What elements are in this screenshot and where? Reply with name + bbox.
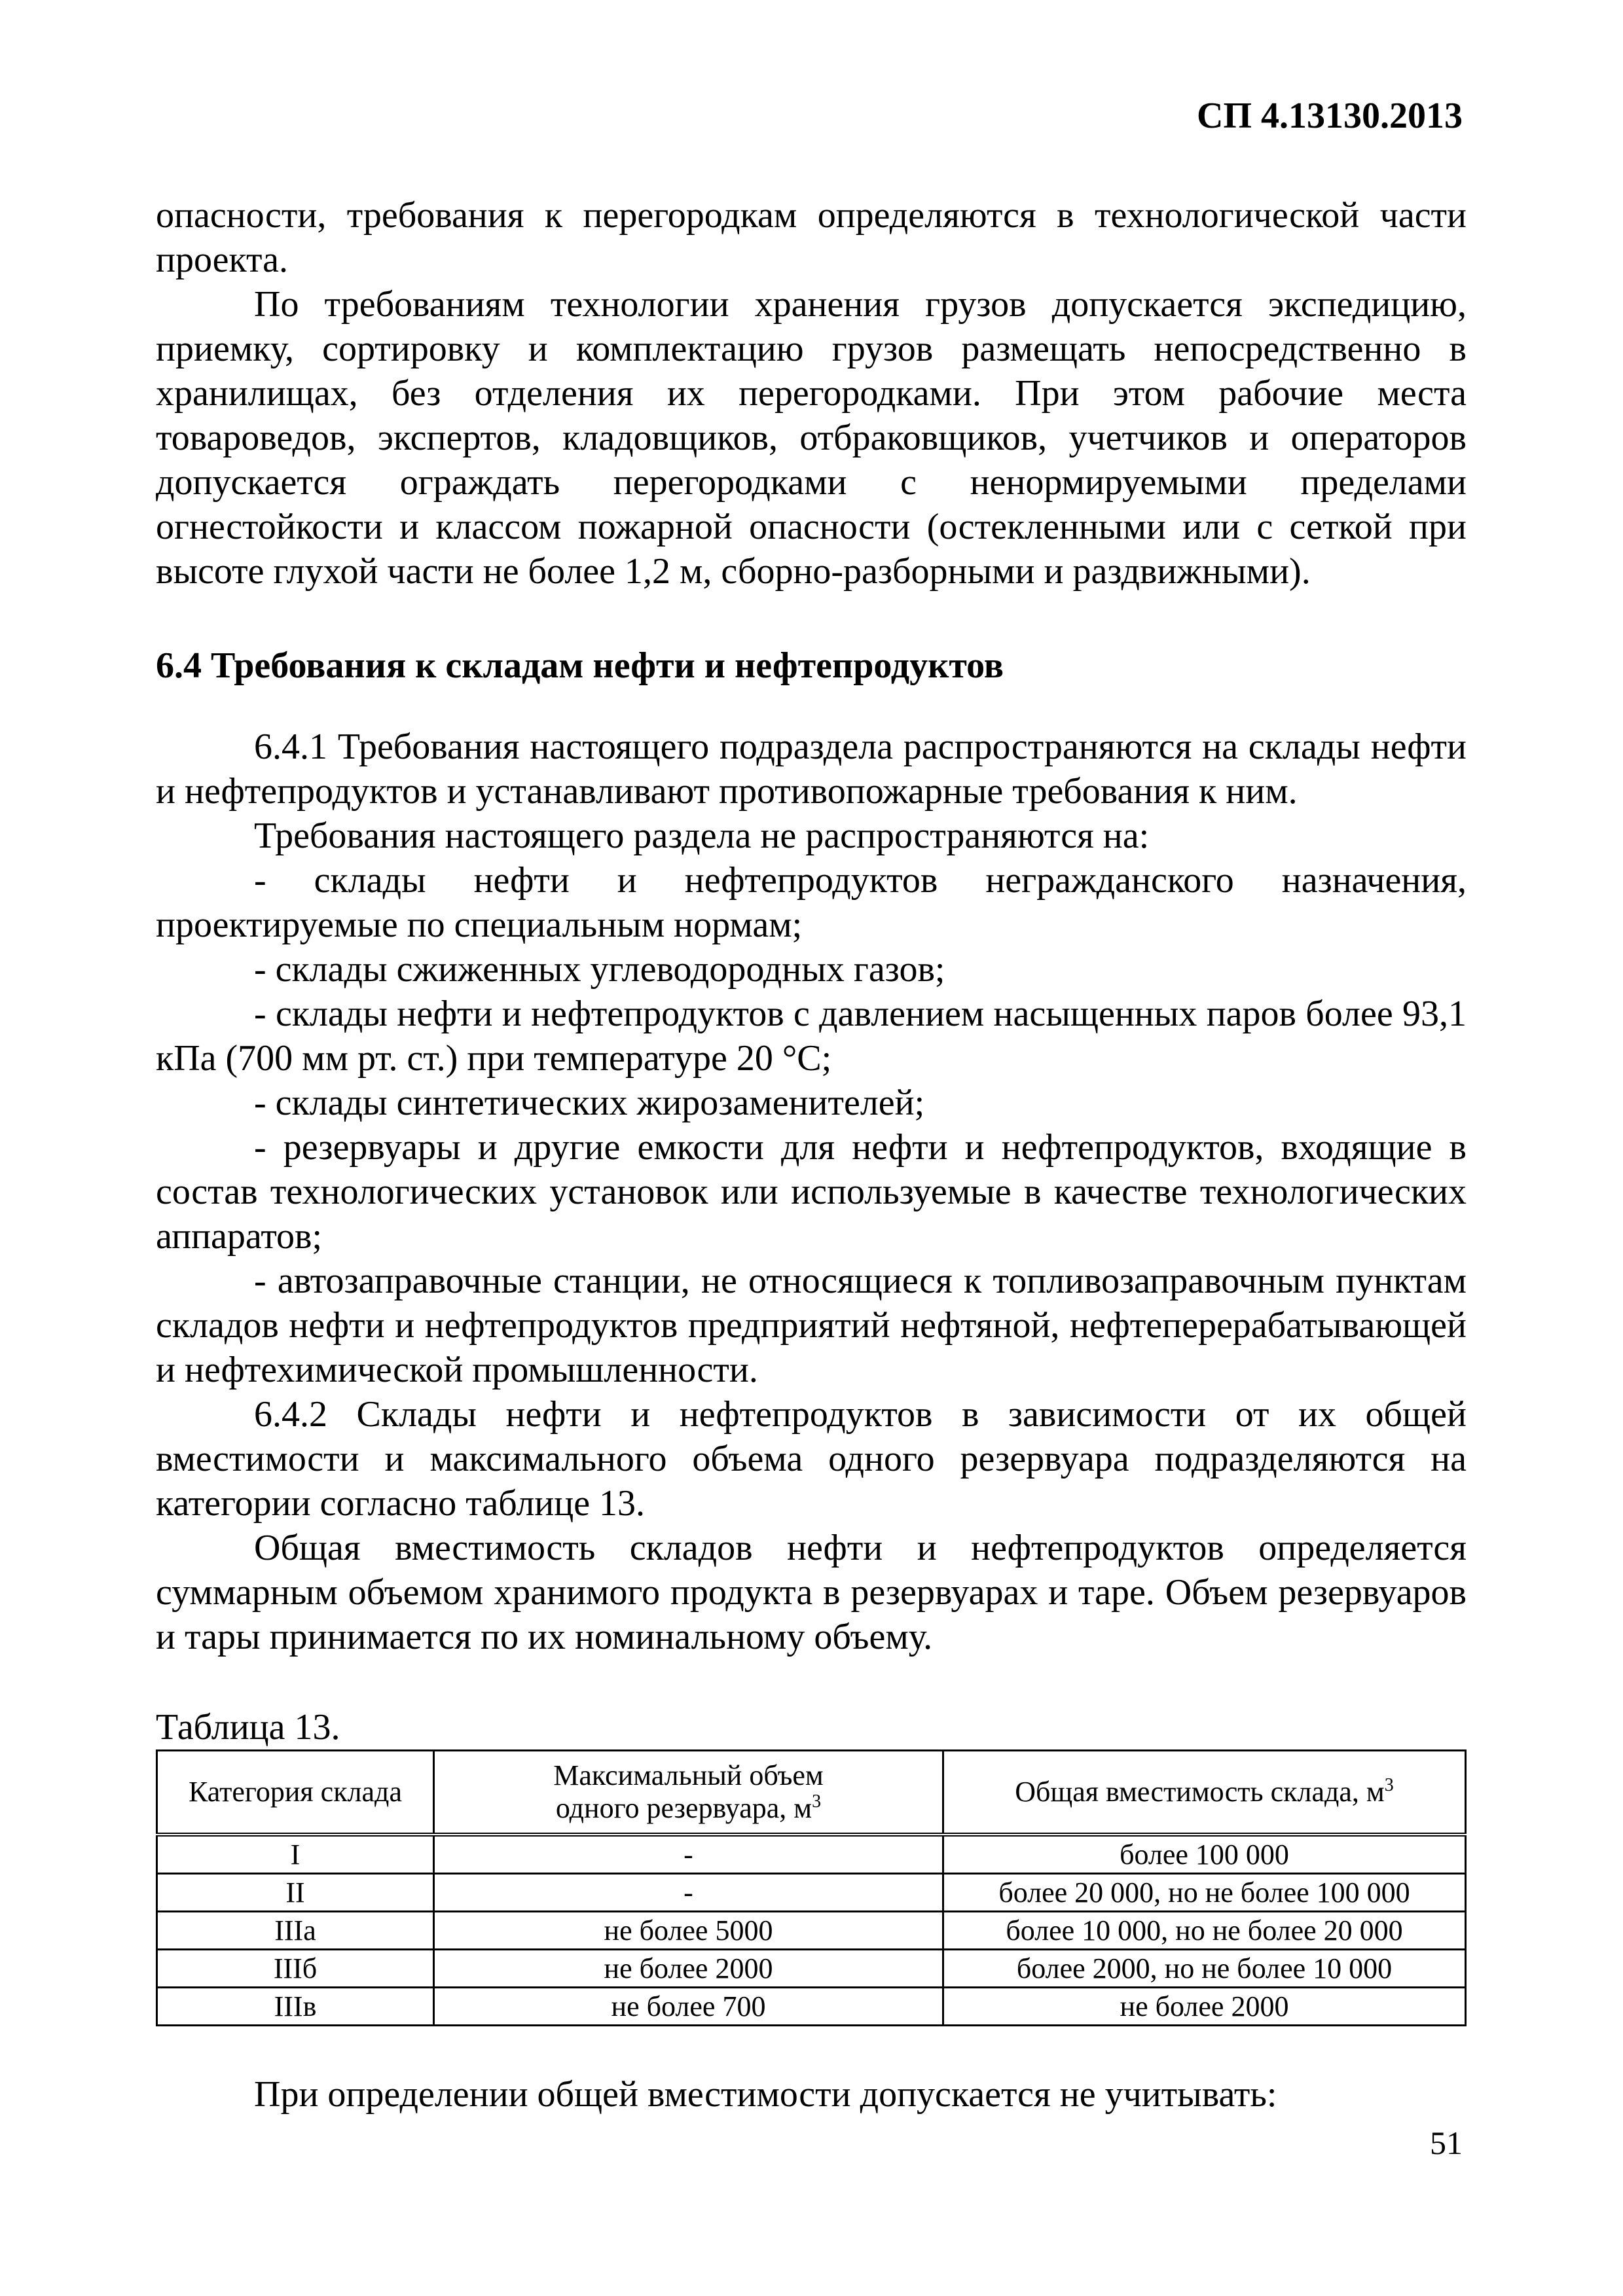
closing-paragraph: При определении общей вместимости допускается не учитывать: — [254, 2074, 1277, 2115]
cell-total: более 10 000, но не более 20 000 — [943, 1912, 1466, 1950]
header-max-volume — [434, 1751, 943, 1835]
table-row — [157, 1835, 1466, 1874]
document-body — [156, 193, 1467, 2117]
list-item: - склады нефти и нефтепродуктов с давлением насыщенных паров более 93,1 кПа (700 мм рт. ст.) при температуре 20 °С; — [156, 994, 1467, 1079]
list-item: - склады синтетических жирозаменителей; — [254, 1083, 925, 1123]
cell-category: IIIб — [157, 1950, 434, 1988]
cell-max-volume: - — [434, 1835, 943, 1874]
header-total-capacity — [943, 1751, 1466, 1835]
header-max-volume-line2: одного резервуара, м — [555, 1792, 812, 1824]
list-item: - автозаправочные станции, не относящиеся к топливозаправочным пунктам складов нефти и нефтепродуктов предприятий нефтяной, нефтеперерабатывающей и нефтехимической промышленности. — [156, 1261, 1467, 1390]
list-item: - склады нефти и нефтепродуктов негражданского назначения, проектируемые по специальным нормам; — [156, 860, 1467, 945]
header-total-capacity-label: Общая вместимость склада, м — [1015, 1776, 1385, 1808]
table-caption: Таблица 13. — [156, 1707, 340, 1748]
paragraph-6-4-1: 6.4.1 Требования настоящего подраздела распространяются на склады нефти и нефтепродуктов и устанавливают противопожарные требования к ним. — [156, 726, 1467, 812]
document-code-header: СП 4.13130.2013 — [1197, 96, 1463, 136]
unit-exponent: 3 — [812, 1791, 822, 1812]
cell-max-volume: не более 2000 — [434, 1950, 943, 1988]
paragraph-continuation: опасности, требования к перегородкам определяются в технологической части проекта. — [156, 195, 1467, 280]
cell-max-volume: не более 700 — [434, 1988, 943, 2026]
cell-total: более 20 000, но не более 100 000 — [943, 1874, 1466, 1912]
header-max-volume-line1: Максимальный объем — [553, 1759, 824, 1791]
cell-category: I — [157, 1835, 434, 1874]
table-row — [157, 1950, 1466, 1988]
paragraph-6-4-2: 6.4.2 Склады нефти и нефтепродуктов в зависимости от их общей вместимости и максимального объема одного резервуара подразделяются на категории согласно таблице 13. — [156, 1394, 1467, 1524]
header-category: Категория склада — [157, 1751, 434, 1835]
cell-category: II — [157, 1874, 434, 1912]
table-row — [157, 1912, 1466, 1950]
cell-total: более 2000, но не более 10 000 — [943, 1950, 1466, 1988]
category-table — [156, 1749, 1467, 2026]
paragraph-storage-technology: По требованиям технологии хранения грузов допускается экспедицию, приемку, сортировку и комплектацию грузов размещать непосредственно в хранилищах, без отделения их перегородками. При этом рабочие места товароведов, экспертов, кладовщиков, отбраковщиков, учетчиков и операторов допускается ограждать перегородками с ненормируемыми пределами огнестойкости и классом пожарной опасности (остекленными или с сеткой при высоте глухой части не более 1,2 м, сборно-разборными и раздвижными). — [156, 284, 1467, 592]
list-item: - резервуары и другие емкости для нефти и нефтепродуктов, входящие в состав технологических установок или используемые в качестве технологических аппаратов; — [156, 1127, 1467, 1257]
cell-total: более 100 000 — [943, 1835, 1466, 1874]
section-heading: 6.4 Требования к складам нефти и нефтепродуктов — [156, 645, 1004, 686]
cell-category: IIIв — [157, 1988, 434, 2026]
table-row — [157, 1874, 1466, 1912]
paragraph-not-apply: Требования настоящего раздела не распространяются на: — [254, 816, 1150, 856]
table-row — [157, 1988, 1466, 2026]
cell-max-volume: не более 5000 — [434, 1912, 943, 1950]
cell-max-volume: - — [434, 1874, 943, 1912]
list-item: - склады сжиженных углеводородных газов; — [254, 949, 945, 990]
cell-total: не более 2000 — [943, 1988, 1466, 2026]
paragraph-total-capacity: Общая вместимость складов нефти и нефтепродуктов определяется суммарным объемом хранимого продукта в резервуарах и таре. Объем резервуаров и тары принимается по их номинальному объему. — [156, 1528, 1467, 1657]
unit-exponent: 3 — [1384, 1775, 1394, 1795]
cell-category: IIIа — [157, 1912, 434, 1950]
page-number: 51 — [1430, 2125, 1463, 2161]
table-header-row — [157, 1751, 1466, 1835]
